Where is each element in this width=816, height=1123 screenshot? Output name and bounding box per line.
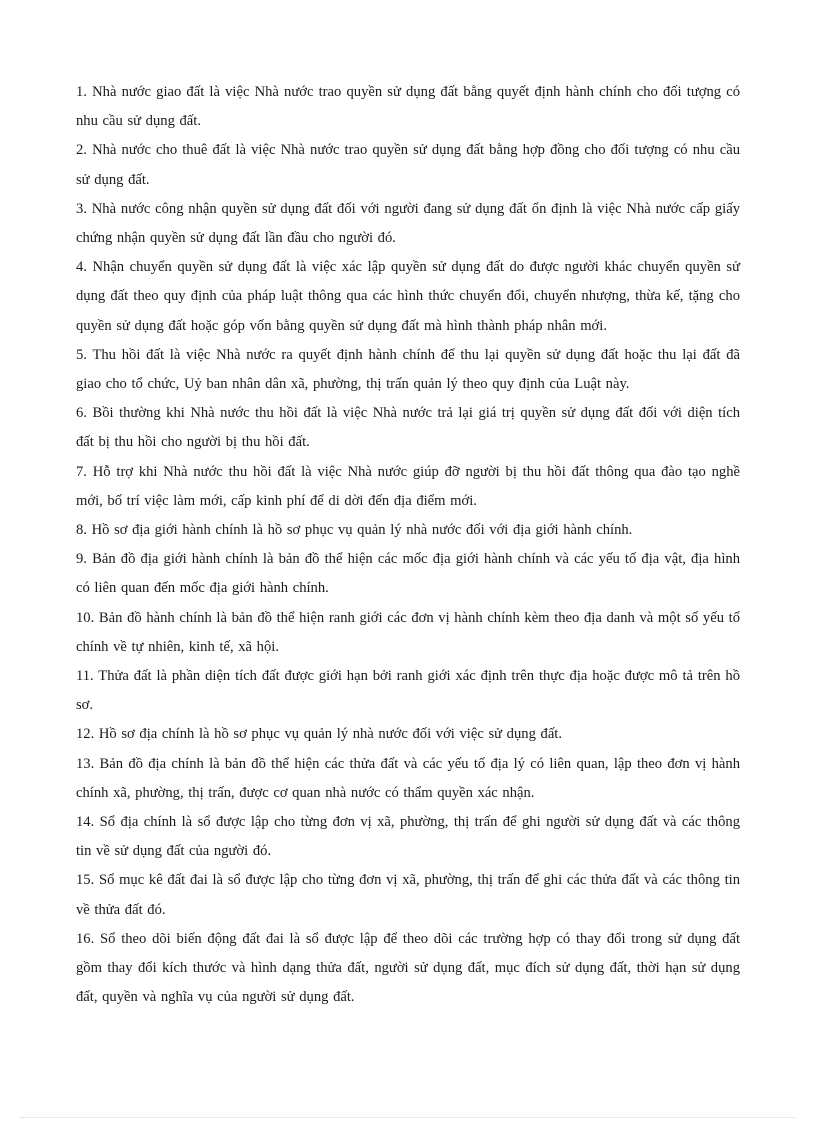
paragraph-2: 2. Nhà nước cho thuê đất là việc Nhà nước trao quyền sử dụng đất bằng hợp đồng cho đối tượng có nhu cầu sử dụng đất.: [76, 142, 740, 188]
page-bottom-divider: [20, 1117, 796, 1118]
paragraph-15: 15. Sổ mục kê đất đai là sổ được lập cho từng đơn vị xã, phường, thị trấn để ghi các thửa đất và các thông tin về thửa đất đó.: [76, 872, 740, 918]
paragraph-6: 6. Bồi thường khi Nhà nước thu hồi đất là việc Nhà nước trả lại giá trị quyền sử dụng đất đối với diện tích đất bị thu hồi cho người bị thu hồi đất.: [76, 405, 740, 451]
paragraph-8: 8. Hồ sơ địa giới hành chính là hồ sơ phục vụ quản lý nhà nước đối với địa giới hành chính.: [76, 522, 633, 539]
paragraph-16: 16. Sổ theo dõi biến động đất đai là sổ được lập để theo dõi các trường hợp có thay đổi trong sử dụng đất gồm thay đổi kích thước và hình dạng thửa đất, người sử dụng đất, mục đích sử dụng đất, thời hạn sử dụng đất, quyền và nghĩa vụ của người sử dụng đất.: [76, 930, 740, 1006]
paragraph-3: 3. Nhà nước công nhận quyền sử dụng đất đối với người đang sử dụng đất ổn định là việc Nhà nước cấp giấy chứng nhận quyền sử dụng đất lần đầu cho người đó.: [76, 200, 740, 247]
paragraph-14: 14. Sổ địa chính là sổ được lập cho từng đơn vị xã, phường, thị trấn để ghi người sử dụng đất và các thông tin về sử dụng đất của người đó.: [76, 814, 740, 860]
paragraph-10: 10. Bản đồ hành chính là bản đồ thể hiện ranh giới các đơn vị hành chính kèm theo địa danh và một số yếu tố chính về tự nhiên, kinh tế, xã hội.: [76, 609, 740, 655]
paragraph-5: 5. Thu hồi đất là việc Nhà nước ra quyết định hành chính để thu lại quyền sử dụng đất hoặc thu lại đất đã giao cho tổ chức, Uỷ ban nhân dân xã, phường, thị trấn quản lý theo quy định của Luật này.: [76, 346, 740, 393]
paragraph-1: 1. Nhà nước giao đất là việc Nhà nước trao quyền sử dụng đất bằng quyết định hành chính cho đối tượng có nhu cầu sử dụng đất.: [76, 84, 740, 130]
document-body: [76, 78, 740, 1013]
paragraph-12: 12. Hồ sơ địa chính là hồ sơ phục vụ quản lý nhà nước đối với việc sử dụng đất.: [76, 726, 562, 743]
paragraph-7: 7. Hỗ trợ khi Nhà nước thu hồi đất là việc Nhà nước giúp đỡ người bị thu hồi đất thông qua đào tạo nghề mới, bố trí việc làm mới, cấp kinh phí để di dời đến địa điểm mới.: [76, 463, 740, 509]
paragraph-13: 13. Bản đồ địa chính là bản đồ thể hiện các thửa đất và các yếu tố địa lý có liên quan, lập theo đơn vị hành chính xã, phường, thị trấn, được cơ quan nhà nước có thẩm quyền xác nhận.: [76, 755, 740, 801]
paragraph-9: 9. Bản đồ địa giới hành chính là bản đồ thể hiện các mốc địa giới hành chính và các yếu tố địa vật, địa hình có liên quan đến mốc địa giới hành chính.: [76, 551, 740, 597]
paragraph-11: 11. Thửa đất là phần diện tích đất được giới hạn bởi ranh giới xác định trên thực địa hoặc được mô tả trên hồ sơ.: [76, 668, 740, 714]
paragraph-4: 4. Nhận chuyển quyền sử dụng đất là việc xác lập quyền sử dụng đất do được người khác chuyển quyền sử dụng đất theo quy định của pháp luật thông qua các hình thức chuyển đổi, chuyển nhượng, thừa kế, tặng cho quyền sử dụng đất hoặc góp vốn bằng quyền sử dụng đất mà hình thành pháp nhân mới.: [76, 259, 740, 334]
